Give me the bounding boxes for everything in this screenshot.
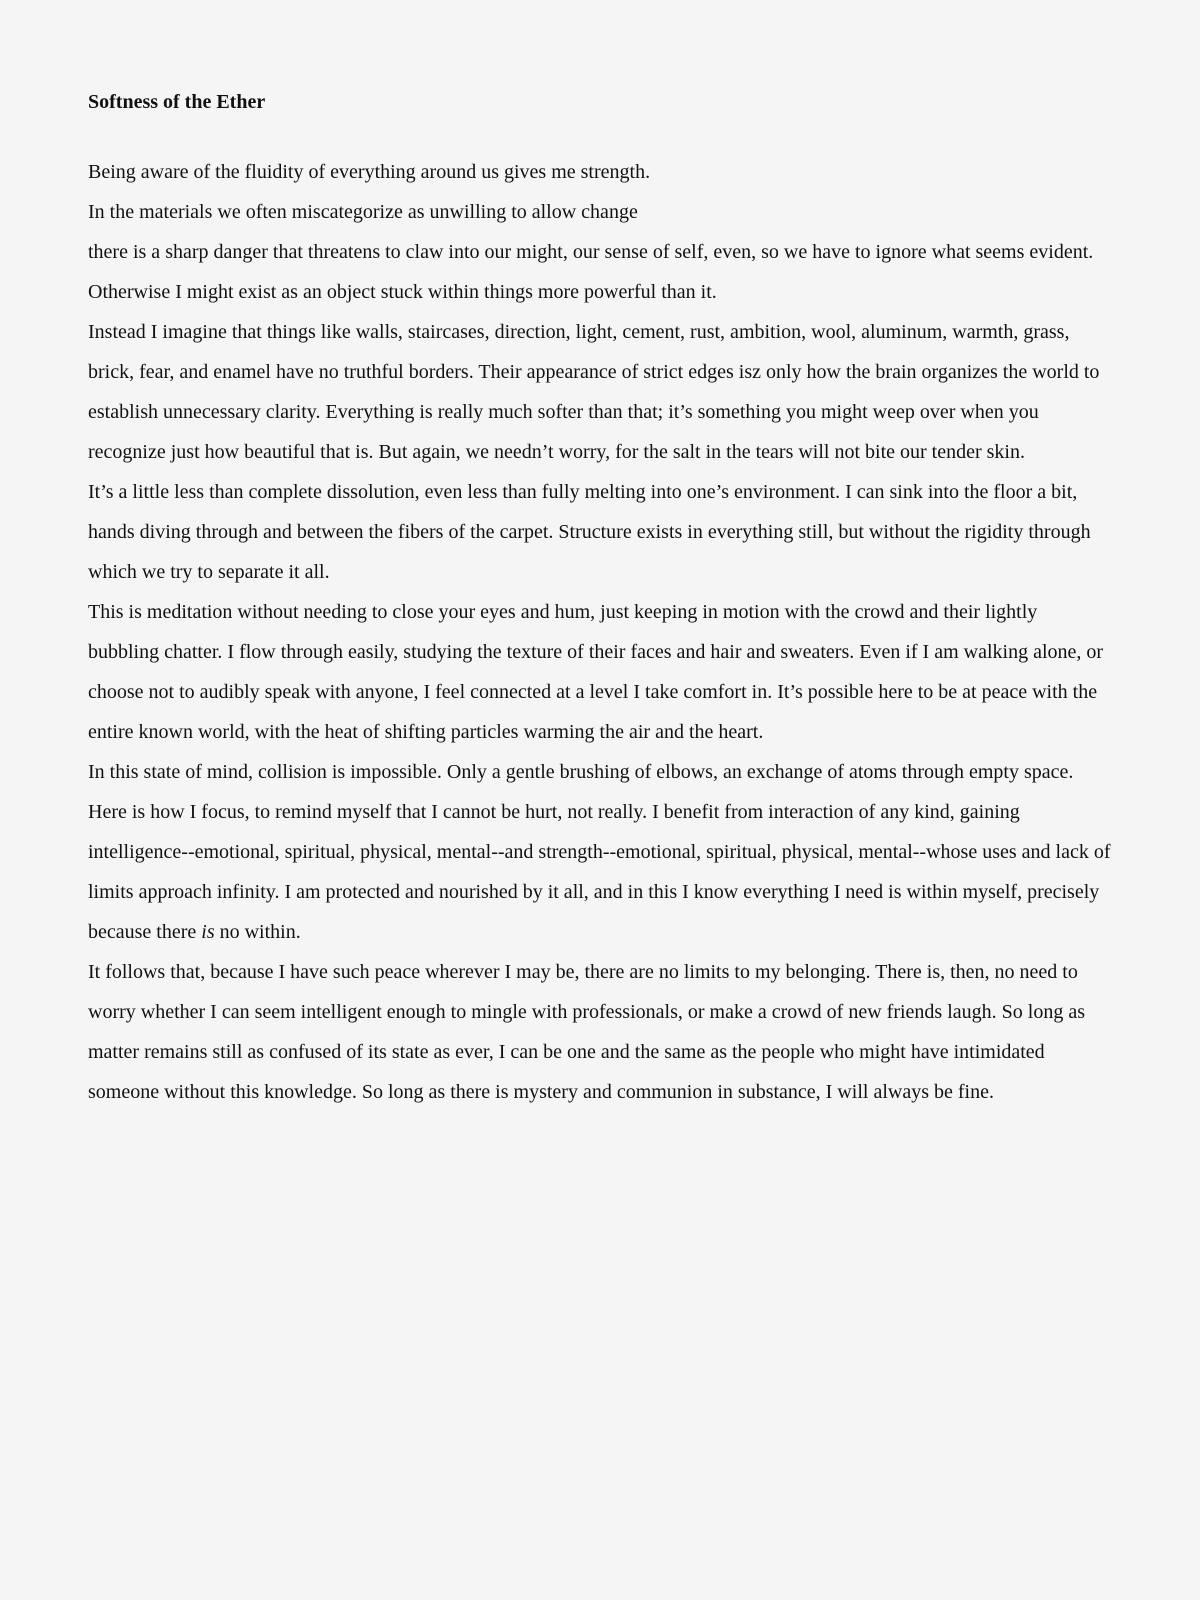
paragraph-text: no within. bbox=[214, 921, 301, 943]
paragraph: It’s a little less than complete dissolution, even less than fully melting into one’s environment. I can sink into the floor a bit, hands diving through and between the fibers of the carpet. Structure exists in everything still, but without the rigidity through which we try to separate it all. bbox=[88, 481, 1091, 583]
paragraph: Instead I imagine that things like walls, staircases, direction, light, cement, rust, ambition, wool, aluminum, warmth, grass, brick, fear, and enamel have no truthful borders. Their appearance of strict edges isz only how the brain organizes the world to establish unnecessary clarity. Everything is really much softer than that; it’s something you might weep over when you recognize just how beautiful that is. But again, we needn’t worry, for the salt in the tears will not bite our tender skin. bbox=[88, 321, 1100, 463]
paragraph: This is meditation without needing to close your eyes and hum, just keeping in motion with the crowd and their lightly bubbling chatter. I flow through easily, studying the texture of their faces and hair and sweaters. Even if I am walking alone, or choose not to audibly speak with anyone, I feel connected at a level I take comfort in. It’s possible here to be at peace with the entire known world, with the heat of shifting particles warming the air and the heart. bbox=[88, 601, 1104, 743]
paragraph-text: Here is how I focus, to remind myself that I cannot be hurt, not really. I benefit from interaction of any kind, gaining intelligence--emotional, spiritual, physical, mental--and strength--emotional, spiritual, physical, mental--whose uses and lack of limits approach infinity. I am protected and nourished by it all, and in this I know everything I need is within myself, precisely because there bbox=[88, 801, 1111, 943]
paragraph: Otherwise I might exist as an object stuck within things more powerful than it. bbox=[88, 281, 717, 303]
document-title: Softness of the Ether bbox=[88, 91, 266, 113]
paragraph bbox=[88, 792, 1112, 952]
emphasized-word: is bbox=[201, 921, 215, 943]
document-body bbox=[88, 152, 1112, 1112]
paragraph: Being aware of the fluidity of everything around us gives me strength. bbox=[88, 161, 651, 183]
paragraph: In the materials we often miscategorize as unwilling to allow change bbox=[88, 201, 638, 223]
paragraph: It follows that, because I have such peace wherever I may be, there are no limits to my belonging. There is, then, no need to worry whether I can seem intelligent enough to mingle with professionals, or make a crowd of new friends laugh. So long as matter remains still as confused of its state as ever, I can be one and the same as the people who might have intimidated someone without this knowledge. So long as there is mystery and communion in substance, I will always be fine. bbox=[88, 961, 1085, 1103]
paragraph: there is a sharp danger that threatens to claw into our might, our sense of self, even, so we have to ignore what seems evident. bbox=[88, 241, 1094, 263]
paragraph: In this state of mind, collision is impossible. Only a gentle brushing of elbows, an exchange of atoms through empty space. bbox=[88, 761, 1074, 783]
